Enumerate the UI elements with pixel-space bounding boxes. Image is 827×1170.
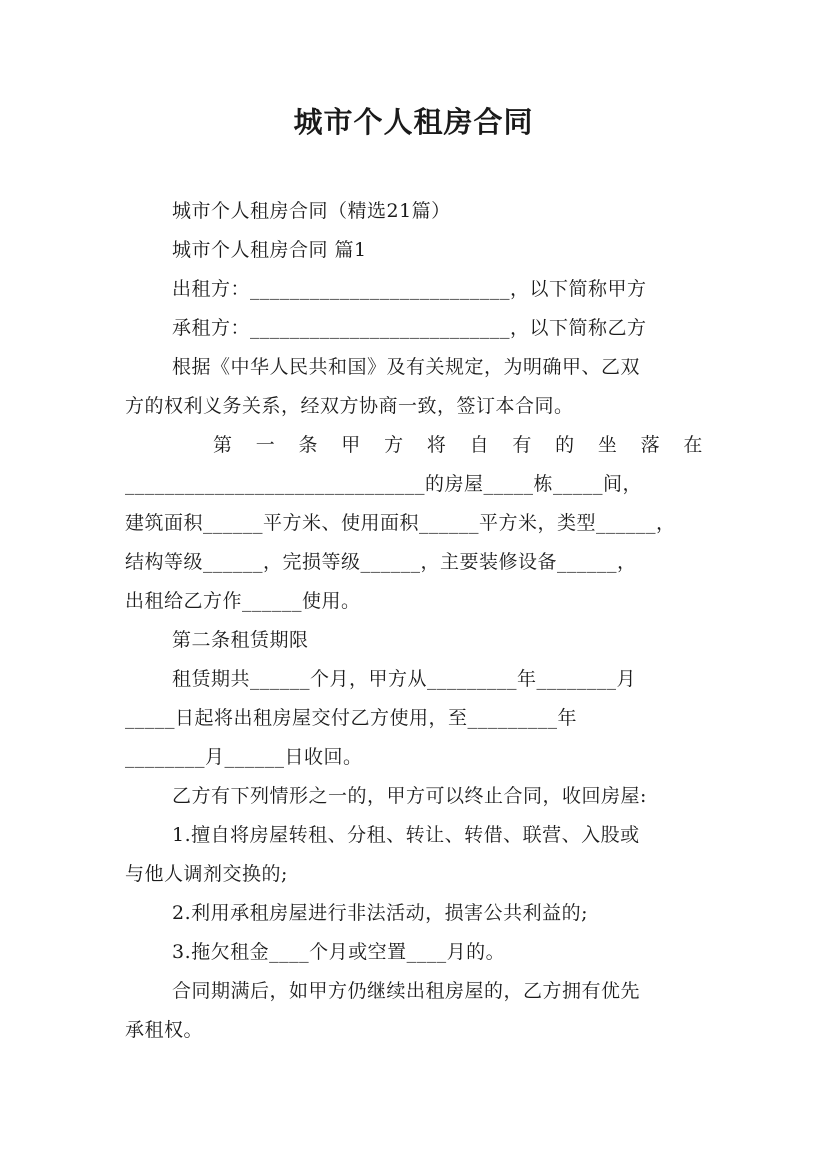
list-item: 1.擅自将房屋转租、分租、转让、转借、联营、入股或 <box>172 824 640 846</box>
heading-char: 自 <box>469 434 490 456</box>
heading-char: 的 <box>555 434 575 456</box>
paragraph-line: 租赁期共______个月，甲方从_________年________月 <box>172 668 637 690</box>
paragraph-line: ______________________________的房屋_____栋_____间， <box>125 473 643 495</box>
paragraph-line: 出租给乙方作______使用。 <box>125 590 361 612</box>
paragraph-line: 合同期满后，如甲方仍继续出租房屋的，乙方拥有优先 <box>172 980 641 1002</box>
heading-char: 落 <box>640 434 661 456</box>
list-item-continued: 与他人调剂交换的; <box>125 863 288 885</box>
article-1-heading <box>213 432 703 458</box>
heading-char: 一 <box>255 434 276 456</box>
list-item: 3.拖欠租金____个月或空置____月的。 <box>172 941 506 963</box>
section-heading: 城市个人租房合同 篇1 <box>172 239 367 261</box>
heading-char: 坐 <box>597 434 618 456</box>
heading-char: 条 <box>298 434 319 456</box>
heading-char: 第 <box>213 434 233 456</box>
paragraph-line: 方的权利义务关系，经双方协商一致，签订本合同。 <box>125 395 574 417</box>
paragraph-line: 结构等级______，完损等级______，主要装修设备______， <box>125 551 637 573</box>
lessor-line: 出租方：__________________________，以下简称甲方 <box>172 278 647 300</box>
paragraph-line: 根据《中华人民共和国》及有关规定，为明确甲、乙双 <box>172 356 641 378</box>
document-title: 城市个人租房合同 <box>293 105 534 139</box>
paragraph-line: 建筑面积______平方米、使用面积______平方米，类型______， <box>125 512 676 534</box>
paragraph-line: _____日起将出租房屋交付乙方使用，至_________年 <box>125 707 578 729</box>
heading-char: 有 <box>512 434 532 456</box>
paragraph-line: 承租权。 <box>125 1019 204 1041</box>
heading-char: 将 <box>426 434 447 456</box>
paragraph-line: 乙方有下列情形之一的，甲方可以终止合同，收回房屋: <box>172 785 647 807</box>
lessee-line: 承租方：__________________________，以下简称乙方 <box>172 317 647 339</box>
heading-char: 在 <box>683 434 703 456</box>
list-item: 2.利用承租房屋进行非法活动，损害公共利益的; <box>172 902 589 924</box>
paragraph-line: ________月______日收回。 <box>125 746 363 768</box>
subtitle-line: 城市个人租房合同（精选21篇） <box>172 200 451 222</box>
article-2-heading: 第二条租赁期限 <box>172 629 309 651</box>
heading-char: 方 <box>384 434 404 456</box>
heading-char: 甲 <box>341 434 361 456</box>
